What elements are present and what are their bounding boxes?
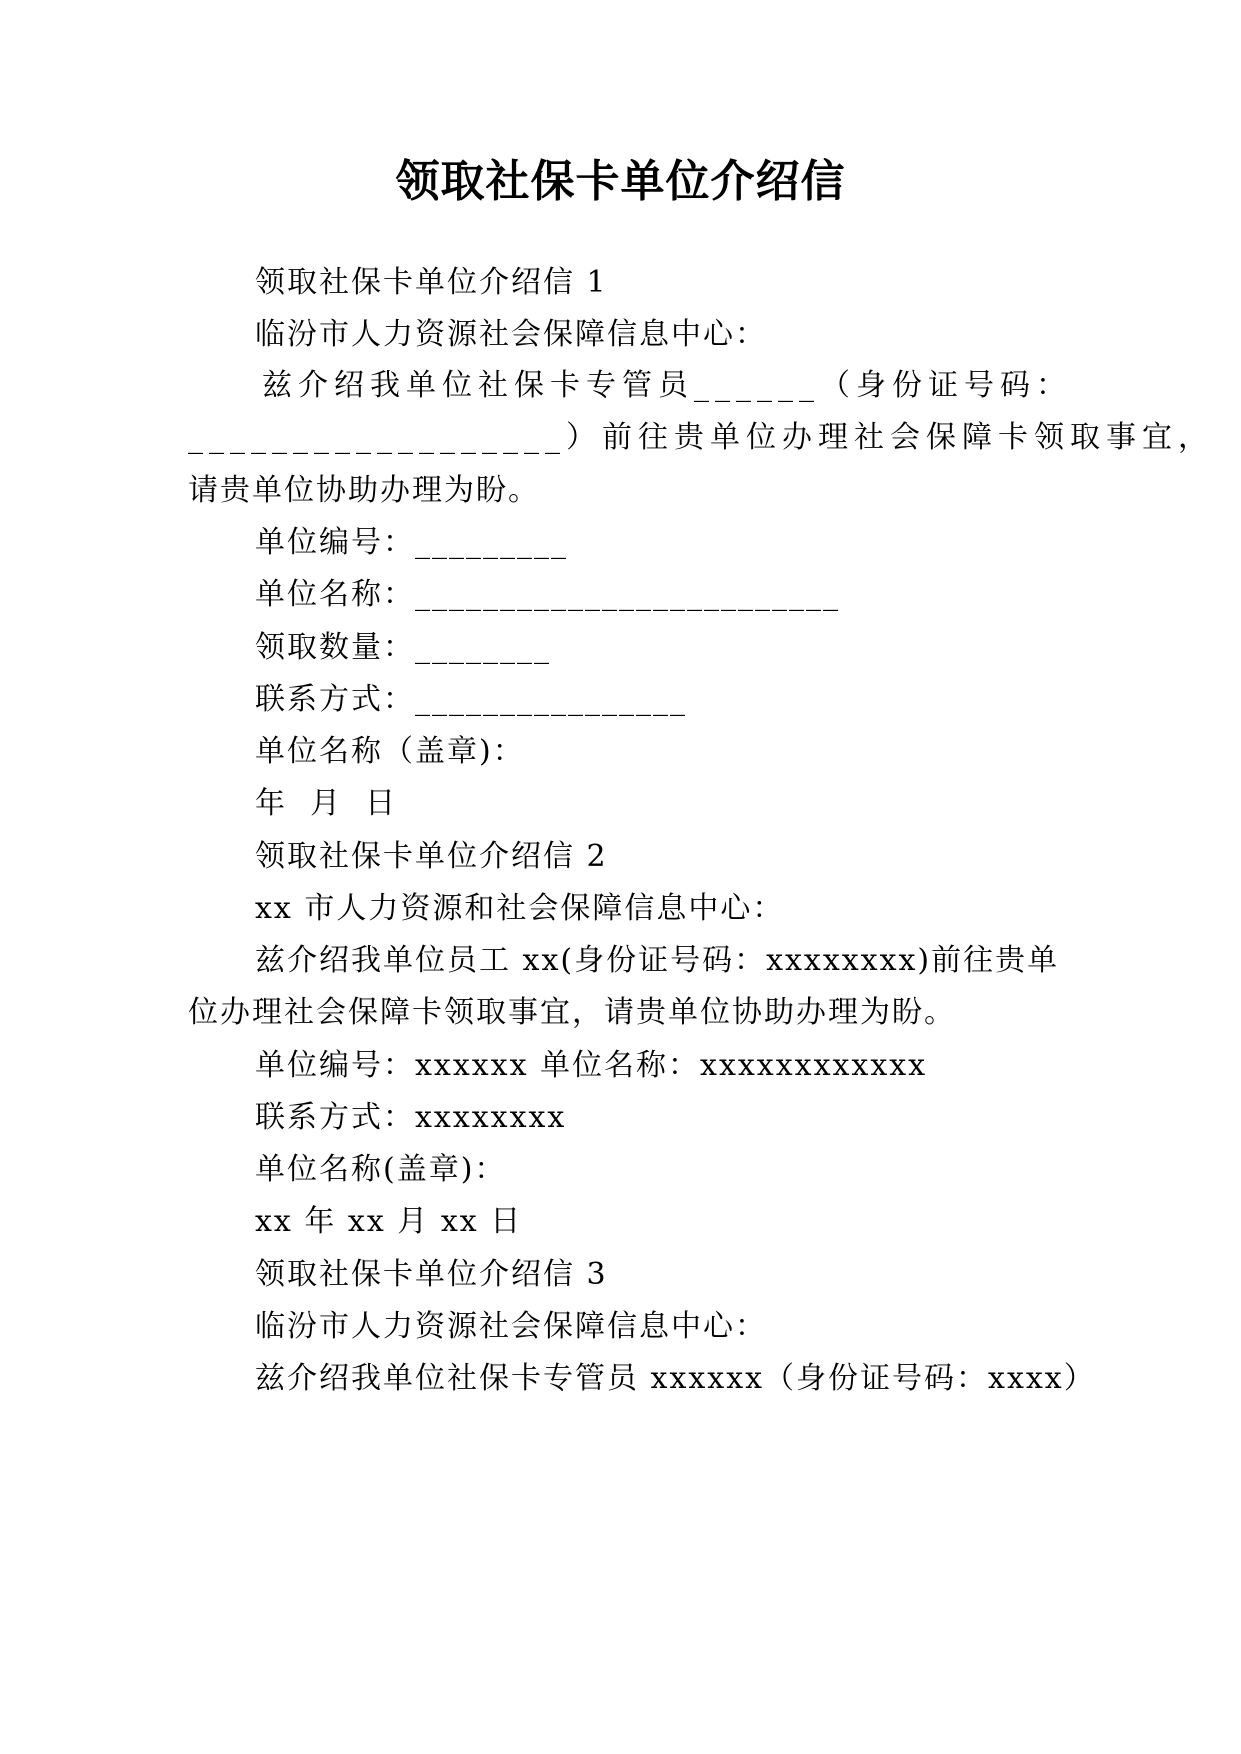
letter-1-recipient: 临汾市人力资源社会保障信息中心：	[255, 317, 767, 352]
letter-1-unit-number: 单位编号：_________	[255, 525, 568, 560]
letter-2-heading: 领取社保卡单位介绍信 2	[255, 839, 608, 874]
letter-1-date: 年 月 日	[255, 786, 398, 821]
letter-2-contact: 联系方式：xxxxxxxx	[255, 1100, 567, 1135]
letter-2-recipient: xx 市人力资源和社会保障信息中心：	[255, 891, 785, 926]
letter-2-unit-info: 单位编号：xxxxxx 单位名称：xxxxxxxxxxxx	[255, 1048, 928, 1083]
letter-2-body-line-2: 位办理社会保障卡领取事宜，请贵单位协助办理为盼。	[188, 995, 956, 1030]
letter-2-date: xx 年 xx 月 xx 日	[255, 1204, 523, 1239]
letter-3-heading: 领取社保卡单位介绍信 3	[255, 1257, 608, 1292]
letter-3-recipient: 临汾市人力资源社会保障信息中心：	[255, 1309, 767, 1344]
document-title: 领取社保卡单位介绍信	[395, 156, 846, 207]
letter-1-contact: 联系方式：________________	[255, 682, 687, 717]
letter-1-seal: 单位名称（盖章)：	[255, 734, 525, 769]
letter-2-body-line-1: 兹介绍我单位员工 xx(身份证号码：xxxxxxxx)前往贵单	[255, 943, 1060, 978]
letter-3-body-line-1: 兹介绍我单位社保卡专管员 xxxxxx（身份证号码：xxxx）	[255, 1361, 1096, 1396]
letter-1-body-line-1: 兹介绍我单位社保卡专管员______（身份证号码：	[262, 368, 1072, 403]
letter-1-body-line-2: __________________）前往贵单位办理社会保障卡领取事宜，	[188, 420, 1214, 455]
letter-1-body-line-3: 请贵单位协助办理为盼。	[188, 473, 540, 508]
letter-1-unit-name: 单位名称：_________________________	[255, 577, 840, 612]
letter-2-seal: 单位名称(盖章)：	[255, 1152, 507, 1187]
letter-1-heading: 领取社保卡单位介绍信 1	[255, 265, 608, 300]
letter-1-quantity: 领取数量：________	[255, 630, 551, 665]
